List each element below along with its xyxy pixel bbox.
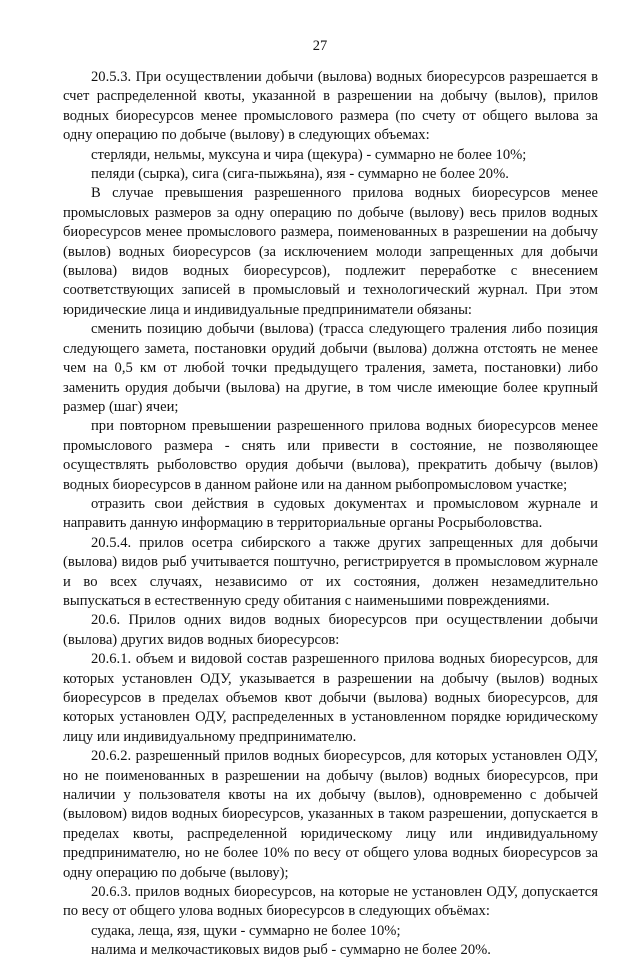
list-item-burbot-quota: налима и мелкочастиковых видов рыб - суммарно не более 20%. [91,942,491,959]
list-item-sterlet-quota: стерляди, нельмы, муксуна и чира (щекура) - суммарно не более 10%; [91,146,527,163]
list-item-peled-quota: пеляди (сырка), сига (сига-пыжьяна), язя - суммарно не более 20%. [91,166,509,183]
paragraph-20-5-3: 20.5.3. При осуществлении добычи (вылова) водных биоресурсов разрешается в счет распределенной квоты, указанной в разрешении на добычу (вылов), прилов водных биоресурсов менее промыслового размера (по счету от общего вылова за одну операцию по добыче (вылову) в следующих объемах: [63,69,598,144]
list-item-repeated-excess: при повторном превышении разрешенного прилова водных биоресурсов менее промыслового размера - снять или привести в состояние, не позволяющее осуществлять рыболовство орудия добычи (вылова), прекратить добычу (вылов) водных биоресурсов в данном районе или на данном рыбопромысловом участке; [63,418,598,493]
list-item-pikeperch-quota: судака, леща, язя, щуки - суммарно не более 10%; [91,922,401,939]
paragraph-20-6-3: 20.6.3. прилов водных биоресурсов, на которые не установлен ОДУ, допускается по весу от общего улова водных биоресурсов в следующих объёмах: [63,884,598,920]
paragraph-20-5-4: 20.5.4. прилов осетра сибирского а также других запрещенных для добычи (вылова) видов рыб учитывается поштучно, регистрируется в промысловом журнале и во всех случаях, независимо от их состояния, должен незамедлительно выпускаться в естественную среду обитания с наименьшими повреждениями. [63,534,598,609]
list-item-report-actions: отразить свои действия в судовых документах и промысловом журнале и направить данную информацию в территориальные органы Росрыболовства. [63,495,598,532]
paragraph-20-6-1: 20.6.1. объем и видовой состав разрешенного прилова водных биоресурсов, для которых установлен ОДУ, указывается в разрешении на добычу (вылов) водных биоресурсов в пределах объемов квот добычи (вылова) водных биоресурсов, для которых установлен ОДУ, распределенных в установленном порядке юридическому лицу или индивидуальному предпринимателю. [63,651,598,745]
list-item-change-position: сменить позицию добычи (вылова) (трасса следующего траления либо позиция следующего замета, постановки орудий добычи (вылова) должна отстоять не менее чем на 0,5 км от любой точки предыдущего траления, замета, постановки) либо заменить орудия добычи (вылова) на другие, в том числе имеющие более крупный размер (шаг) ячеи; [63,321,598,415]
document-body [63,68,598,961]
paragraph-20-6: 20.6. Прилов одних видов водных биоресурсов при осуществлении добычи (вылова) других видов водных биоресурсов: [63,612,598,648]
page-number: 27 [312,38,328,54]
paragraph-20-6-2: 20.6.2. разрешенный прилов водных биоресурсов, для которых установлен ОДУ, но не поименованных в разрешении на добычу (вылов) водных биоресурсов, при наличии у пользователя квоты на их добычу (вылов), одновременно с добычей (выловом) видов водных биоресурсов, указанных в таком разрешении, допускается в пределах квоты, распределенной юридическому лицу или индивидуальному предпринимателю, но не более 10% по весу от общего улова водных биоресурсов за одну операцию по добыче (вылову); [63,748,598,881]
paragraph-excess-bycatch: В случае превышения разрешенного прилова водных биоресурсов менее промысловых размеров за одну операцию по добыче (вылову) весь прилов водных биоресурсов менее промыслового размера, поименованных в разрешении на добычу (вылов) водных биоресурсов (за исключением молоди запрещенных для добычи (вылова) видов водных биоресурсов), подлежит переработке с внесением соответствующих записей в промысловый и технологический журнал. При этом юридические лица и индивидуальные предприниматели обязаны: [63,185,598,318]
